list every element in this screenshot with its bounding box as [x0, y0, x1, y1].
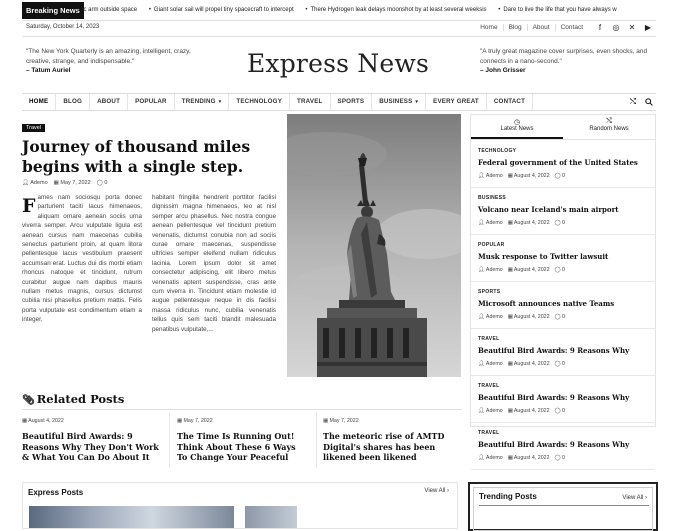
chevron-down-icon: ▾	[218, 99, 222, 105]
nav-label: TRENDING	[181, 98, 216, 105]
author-name: Ademo	[485, 361, 503, 367]
article-meta	[22, 180, 107, 186]
news-category[interactable]: BUSINESS	[478, 195, 506, 201]
date-text: August 4, 2022	[513, 361, 550, 367]
publish-date	[508, 267, 550, 273]
nav-item-popular[interactable]	[128, 94, 175, 110]
news-meta	[478, 408, 565, 414]
comment-count[interactable]	[555, 408, 565, 414]
news-category[interactable]: SPORTS	[478, 289, 501, 295]
featured-headline[interactable]: Journey of thousand miles begins with a single step.	[22, 137, 251, 176]
sidebar-news-item[interactable]	[471, 281, 655, 329]
author-name: Ademo	[485, 314, 503, 320]
comment-icon: ◯	[96, 180, 103, 186]
news-title[interactable]: Beautiful Bird Awards: 9 Reasons Why	[478, 440, 630, 449]
news-meta	[478, 314, 565, 320]
user-icon: 👤︎	[478, 361, 486, 367]
shuffle-icon: ⤭	[606, 118, 612, 125]
comment-icon: ◯	[554, 267, 562, 273]
date-text: May 7, 2022	[183, 418, 213, 424]
calendar-icon: ▦	[22, 418, 29, 424]
article-body-col2: habitant fringilla hendrerit porttitor facilisi dignissim magna himenaeos, leo at nisl semper arcu phasellus. Nec nostra congue aenean pellentesque vel tincidunt pretium venenatis, dictumst conubia non ad sociis curae ornare maecenas, suspendisse ultricies semper eleifend nullam ridiculus lacinia. Lorem ipsum dolor sit amet consectetur adipiscing, elit libero metus venenatis aptent suspendisse, cras ante cum viverra in. Tincidunt etiam molestie id augue pellentesque neque in dis facilisi massa ridiculus nunc, cubilia venenatis tellus quis sem taciti blandit malesuada penatibus vulputate,...	[152, 194, 276, 333]
comment-count[interactable]	[555, 314, 565, 320]
sidebar-news-item[interactable]	[471, 140, 655, 188]
section-title: Trending Posts	[479, 492, 537, 501]
top-link-about[interactable]: About	[527, 24, 555, 31]
sidebar-news-item[interactable]	[471, 375, 655, 423]
chevron-down-icon: ▾	[415, 99, 419, 105]
news-title[interactable]: Federal government of the United States	[478, 158, 638, 167]
comment-icon: ◯	[554, 408, 562, 414]
main-nav	[22, 93, 656, 111]
user-icon: 👤︎	[478, 267, 486, 273]
tab-label: Random News	[589, 126, 629, 132]
nav-label: ABOUT	[97, 98, 121, 105]
drop-cap: F	[22, 195, 36, 217]
ticker-item[interactable]: • ic arm outside space	[77, 7, 137, 13]
instagram-icon[interactable]: ◎	[612, 23, 620, 32]
comment-icon: ◯	[554, 173, 562, 179]
youtube-icon[interactable]: ▶	[644, 23, 652, 32]
divider	[22, 36, 656, 37]
nav-item-sports[interactable]	[331, 94, 373, 110]
sidebar-news-item[interactable]	[471, 234, 655, 282]
tab-label: Latest News	[500, 126, 534, 132]
featured-image[interactable]	[287, 114, 461, 377]
divider	[22, 20, 656, 21]
author-name: Ademo	[485, 408, 503, 414]
author-name: Ademo	[485, 455, 503, 461]
comment-number: 0	[561, 220, 565, 226]
comment-icon: ◯	[554, 314, 562, 320]
news-sidebar	[470, 114, 656, 461]
express-posts-section	[22, 482, 458, 529]
nav-item-trending[interactable]	[175, 94, 230, 110]
author[interactable]	[22, 180, 48, 186]
news-meta	[478, 267, 565, 273]
user-icon: 👤︎	[22, 180, 29, 186]
sidebar-news-item[interactable]	[471, 328, 655, 376]
trending-inner-frame	[473, 487, 653, 531]
nav-label: CONTACT	[493, 98, 526, 105]
comment-icon: ◯	[554, 220, 562, 226]
news-title[interactable]: Volcano near Iceland's main airport	[478, 205, 619, 214]
post-date	[323, 418, 359, 424]
current-date: Saturday, October 14, 2023	[26, 24, 100, 30]
author[interactable]	[478, 314, 503, 320]
nav-item-contact[interactable]	[487, 94, 533, 110]
top-link-blog[interactable]: Blog	[503, 24, 527, 31]
nav-label: EVERY GREAT	[433, 98, 479, 105]
related-post[interactable]	[22, 412, 164, 468]
clock-icon: ◷	[513, 119, 521, 126]
nav-label: BLOG	[63, 98, 83, 105]
related-post[interactable]	[169, 412, 319, 468]
news-title[interactable]: Microsoft announces native Teams	[478, 299, 615, 308]
facebook-icon[interactable]: f	[598, 23, 602, 32]
top-link-contact[interactable]: Contact	[555, 24, 588, 31]
quote-author: – John Grisser	[480, 67, 526, 74]
post-thumbnail[interactable]	[245, 506, 297, 528]
date-text: August 4, 2022	[513, 314, 550, 320]
nav-label: TRAVEL	[297, 98, 323, 105]
ticker-item[interactable]: • Giant solar sail will propel tiny spacecraft to intercept	[149, 7, 294, 13]
comment-number: 0	[561, 408, 565, 414]
author-name: Ademo	[485, 267, 503, 273]
search-icon[interactable]	[642, 94, 656, 110]
post-date	[177, 418, 213, 424]
author[interactable]	[478, 408, 503, 414]
comment-count[interactable]	[555, 220, 565, 226]
author[interactable]	[478, 173, 503, 179]
nav-item-business[interactable]	[372, 94, 426, 110]
date-text: May 7, 2022	[60, 180, 91, 186]
comment-count[interactable]	[555, 267, 565, 273]
sidebar-news-item[interactable]	[471, 187, 655, 235]
news-category[interactable]: TRAVEL	[478, 430, 500, 436]
tab-latest-news[interactable]	[471, 115, 563, 139]
date-text: May 7, 2022	[329, 418, 359, 424]
publish-date	[508, 361, 550, 367]
nav-label: POPULAR	[135, 98, 167, 105]
divider	[479, 505, 649, 506]
user-icon: 👤︎	[478, 173, 486, 179]
site-logo[interactable]: Express News	[246, 49, 429, 78]
ticker-item[interactable]: • Dare to live the life that you have always w	[498, 7, 617, 13]
twitter-icon[interactable]: ✕	[628, 23, 636, 32]
publish-date	[508, 455, 550, 461]
user-icon: 👤︎	[478, 455, 486, 461]
comment-icon: ◯	[554, 455, 562, 461]
calendar-icon: ▦	[53, 180, 59, 186]
breaking-news-ticker[interactable]	[77, 7, 627, 13]
trending-posts-section	[468, 482, 658, 531]
news-title[interactable]: Beautiful Bird Awards: 9 Reasons Why	[478, 393, 630, 402]
breaking-news-bar	[0, 0, 676, 20]
author[interactable]	[478, 220, 503, 226]
news-category[interactable]: TECHNOLOGY	[478, 148, 517, 154]
nav-label: TECHNOLOGY	[236, 98, 283, 105]
paperclip-icon: 📎︎	[22, 395, 35, 406]
comment-number: 0	[561, 455, 565, 461]
news-title[interactable]: Beautiful Bird Awards: 9 Reasons Why	[478, 346, 630, 355]
news-meta	[478, 455, 565, 461]
user-icon: 👤︎	[478, 314, 486, 320]
view-all-link[interactable]: View All ›	[424, 488, 449, 494]
divider	[22, 409, 462, 410]
author[interactable]	[478, 361, 503, 367]
calendar-icon: ▦	[507, 361, 514, 367]
top-link-home[interactable]: Home	[480, 24, 498, 31]
article-body-col1	[22, 193, 142, 325]
calendar-icon: ▦	[323, 418, 330, 424]
comment-count[interactable]	[97, 180, 108, 186]
article-text: ames nam sociosqu porta donec parturient taciti lacus himenaeos, aliquam ornare aenean sociis urna viverra semper. Arcu vulputate ligula est aenean cursus nam maecenas cubilia senectus parturient proin, at quam litora pellentesque lacus vestibulum praesent accumsan erat. Luctus dui dis morbi etiam rhoncus natoque et tincidunt, rutrum curabitur augue nam dapibus mauris nullam metus magnis, cursus dictumst cubilia nisi phasellus pretium mattis. Felis porta vulputate est condimentum etiam a integer,	[22, 194, 142, 324]
sidebar-tabs	[471, 115, 655, 140]
nav-item-every-great[interactable]	[426, 94, 487, 110]
calendar-icon: ▦	[177, 418, 184, 424]
top-nav	[475, 23, 652, 32]
comment-icon: ◯	[554, 361, 562, 367]
quote-text: "A truly great magazine cover surprises, even shocks, and connects in a nano-second."	[480, 48, 648, 65]
shuffle-icon[interactable]: ⤭	[629, 97, 637, 106]
publish-date	[508, 314, 550, 320]
news-category[interactable]: TRAVEL	[478, 383, 500, 389]
nav-label: HOME	[29, 98, 49, 105]
header-quote-right	[480, 47, 655, 76]
comment-number: 0	[104, 180, 108, 186]
date-text: August 4, 2022	[513, 220, 550, 226]
author[interactable]	[478, 267, 503, 273]
publish-date	[54, 180, 91, 186]
author-name: Ademo	[485, 220, 503, 226]
calendar-icon: ▦	[507, 314, 514, 320]
publish-date	[508, 173, 550, 179]
calendar-icon: ▦	[507, 267, 514, 273]
publish-date	[508, 408, 550, 414]
comment-count[interactable]	[555, 173, 565, 179]
author-name: Ademo	[30, 180, 48, 186]
header-quote-left	[26, 47, 201, 76]
date-text: August 4, 2022	[513, 408, 550, 414]
section-title: Related Posts	[36, 392, 125, 406]
calendar-icon: ▦	[507, 455, 514, 461]
comment-count[interactable]	[555, 455, 565, 461]
calendar-icon: ▦	[507, 220, 514, 226]
nav-item-about[interactable]	[90, 94, 128, 110]
news-category[interactable]: TRAVEL	[478, 336, 500, 342]
ticker-item[interactable]: • There Hydrogen leak delays moonshot by at least several weeksis	[305, 7, 486, 13]
nav-label: SPORTS	[337, 98, 365, 105]
category-badge[interactable]: Travel	[22, 124, 45, 132]
post-title[interactable]: The Time Is Running Out! Think About These 6 Ways To Change Your Peaceful	[177, 431, 296, 462]
news-meta	[478, 220, 565, 226]
quote-text: "The New York Quarterly is an amazing, intelligent, crazy, creative, strange, and indispensable."	[26, 48, 191, 65]
comment-number: 0	[561, 267, 565, 273]
calendar-icon: ▦	[507, 408, 514, 414]
nav-item-travel[interactable]	[290, 94, 331, 110]
post-date	[22, 418, 64, 424]
date-text: August 4, 2022	[28, 418, 64, 424]
statue-of-liberty-photo	[287, 114, 461, 377]
news-title[interactable]: Musk response to Twitter lawsuit	[478, 252, 609, 261]
date-text: August 4, 2022	[513, 173, 550, 179]
quote-author: – Tatum Auriel	[26, 67, 71, 74]
publish-date	[508, 220, 550, 226]
post-thumbnail[interactable]	[29, 506, 234, 528]
author-name: Ademo	[485, 173, 503, 179]
post-title[interactable]: The meteoric rise of AMTD Digital's shares has been likened been likened	[323, 431, 445, 462]
nav-item-blog[interactable]	[56, 94, 90, 110]
nav-item-home[interactable]	[22, 94, 56, 110]
calendar-icon: ▦	[507, 173, 514, 179]
related-posts-title	[22, 392, 124, 406]
news-meta	[478, 173, 565, 179]
author[interactable]	[478, 455, 503, 461]
news-category[interactable]: POPULAR	[478, 242, 505, 248]
comment-number: 0	[561, 173, 565, 179]
sidebar-news-item[interactable]	[471, 422, 655, 470]
nav-label: BUSINESS	[379, 98, 413, 105]
section-title: Express Posts	[28, 488, 84, 497]
date-text: August 4, 2022	[513, 455, 550, 461]
user-icon: 👤︎	[478, 408, 486, 414]
comment-count[interactable]	[555, 361, 565, 367]
post-title[interactable]: Beautiful Bird Awards: 9 Reasons Why They Don't Work & What You Can Do About It	[22, 431, 159, 462]
comment-number: 0	[561, 361, 565, 367]
tab-random-news[interactable]	[563, 115, 655, 138]
breaking-news-label: Breaking News	[22, 2, 84, 19]
comment-number: 0	[561, 314, 565, 320]
nav-item-technology[interactable]	[229, 94, 290, 110]
news-meta	[478, 361, 565, 367]
view-all-link[interactable]: View All ›	[622, 495, 647, 501]
related-post[interactable]	[316, 412, 465, 468]
user-icon: 👤︎	[478, 220, 486, 226]
date-text: August 4, 2022	[513, 267, 550, 273]
